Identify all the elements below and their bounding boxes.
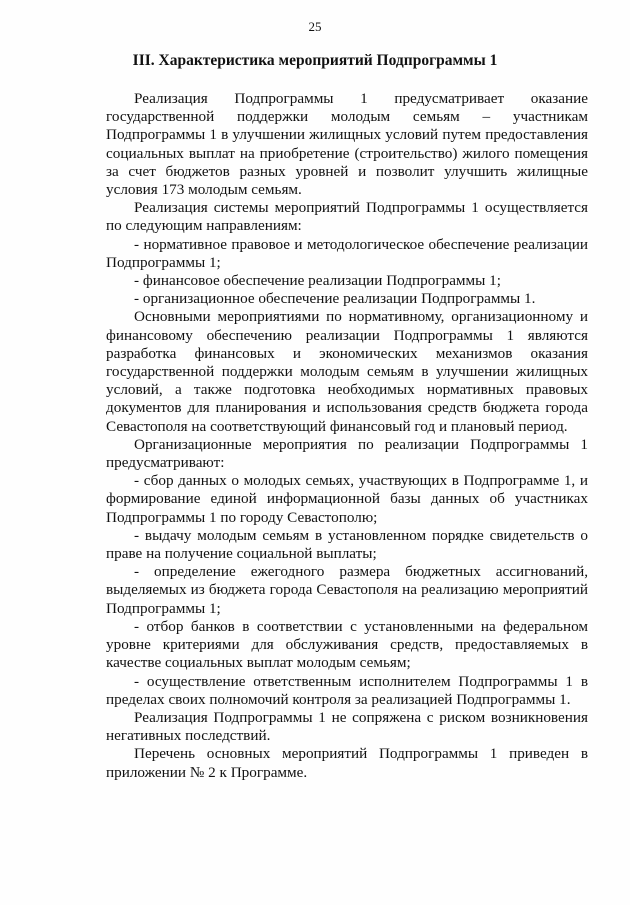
list-item-direction: - финансовое обеспечение реализации Подпрограммы 1; [134, 272, 501, 290]
section-title: III. Характеристика мероприятий Подпрограммы 1 [132, 52, 498, 69]
list-item-direction: - организационное обеспечение реализации Подпрограммы 1. [134, 290, 536, 308]
list-item-activity: - отбор банков в соответствии с установленными на федеральном уровне критериями для обслуживания средств, предоставляемых в качестве социальных выплат молодым семьям; [106, 617, 588, 672]
paragraph-main-activities: Основными мероприятиями по нормативному, организационному и финансовому обеспечению реализации Подпрограммы 1 являются разработка финансовых и экономических механизмов оказания государственной поддержки молодым семьям в улучшении жилищных условий, а также подготовка необходимых нормативных правовых документов для планирования и использования средств бюджета города Севастополя на соответствующий финансовый год и плановый период. [106, 308, 588, 435]
paragraph-organizational: Организационные мероприятия по реализации Подпрограммы 1 предусматривают: [106, 435, 588, 472]
list-item-activity: - определение ежегодного размера бюджетных ассигнований, выделяемых из бюджета города Севастополя на реализацию мероприятий Подпрограммы 1; [106, 563, 588, 617]
paragraph-risk: Реализация Подпрограммы 1 не сопряжена с риском возникновения негативных последствий. [106, 708, 588, 745]
document-body [106, 90, 588, 782]
paragraph-appendix-reference: Перечень основных мероприятий Подпрограммы 1 приведен в приложении № 2 к Программе. [106, 745, 588, 781]
list-item-activity: - осуществление ответственным исполнителем Подпрограммы 1 в пределах своих полномочий контроля за реализацией Подпрограммы 1. [106, 672, 588, 708]
list-item-activity: - сбор данных о молодых семьях, участвующих в Подпрограмме 1, и формирование единой информационной базы данных об участниках Подпрограммы 1 по городу Севастополю; [106, 472, 588, 526]
page-number: 25 [308, 19, 322, 34]
paragraph-directions: Реализация системы мероприятий Подпрограммы 1 осуществляется по следующим направлениям: [106, 199, 588, 235]
list-item-activity: - выдачу молодым семьям в установленном порядке свидетельств о праве на получение социальной выплаты; [106, 526, 588, 563]
list-item-direction: - нормативное правовое и методологическое обеспечение реализации Подпрограммы 1; [106, 235, 588, 271]
paragraph-intro: Реализация Подпрограммы 1 предусматривает оказание государственной поддержки молодым семьям – участникам Подпрограммы 1 в улучшении жилищных условий путем предоставления социальных выплат на приобретение (строительство) жилого помещения за счет бюджетов разных уровней и позволит улучшить жилищные условия 173 молодым семьям. [106, 90, 588, 199]
